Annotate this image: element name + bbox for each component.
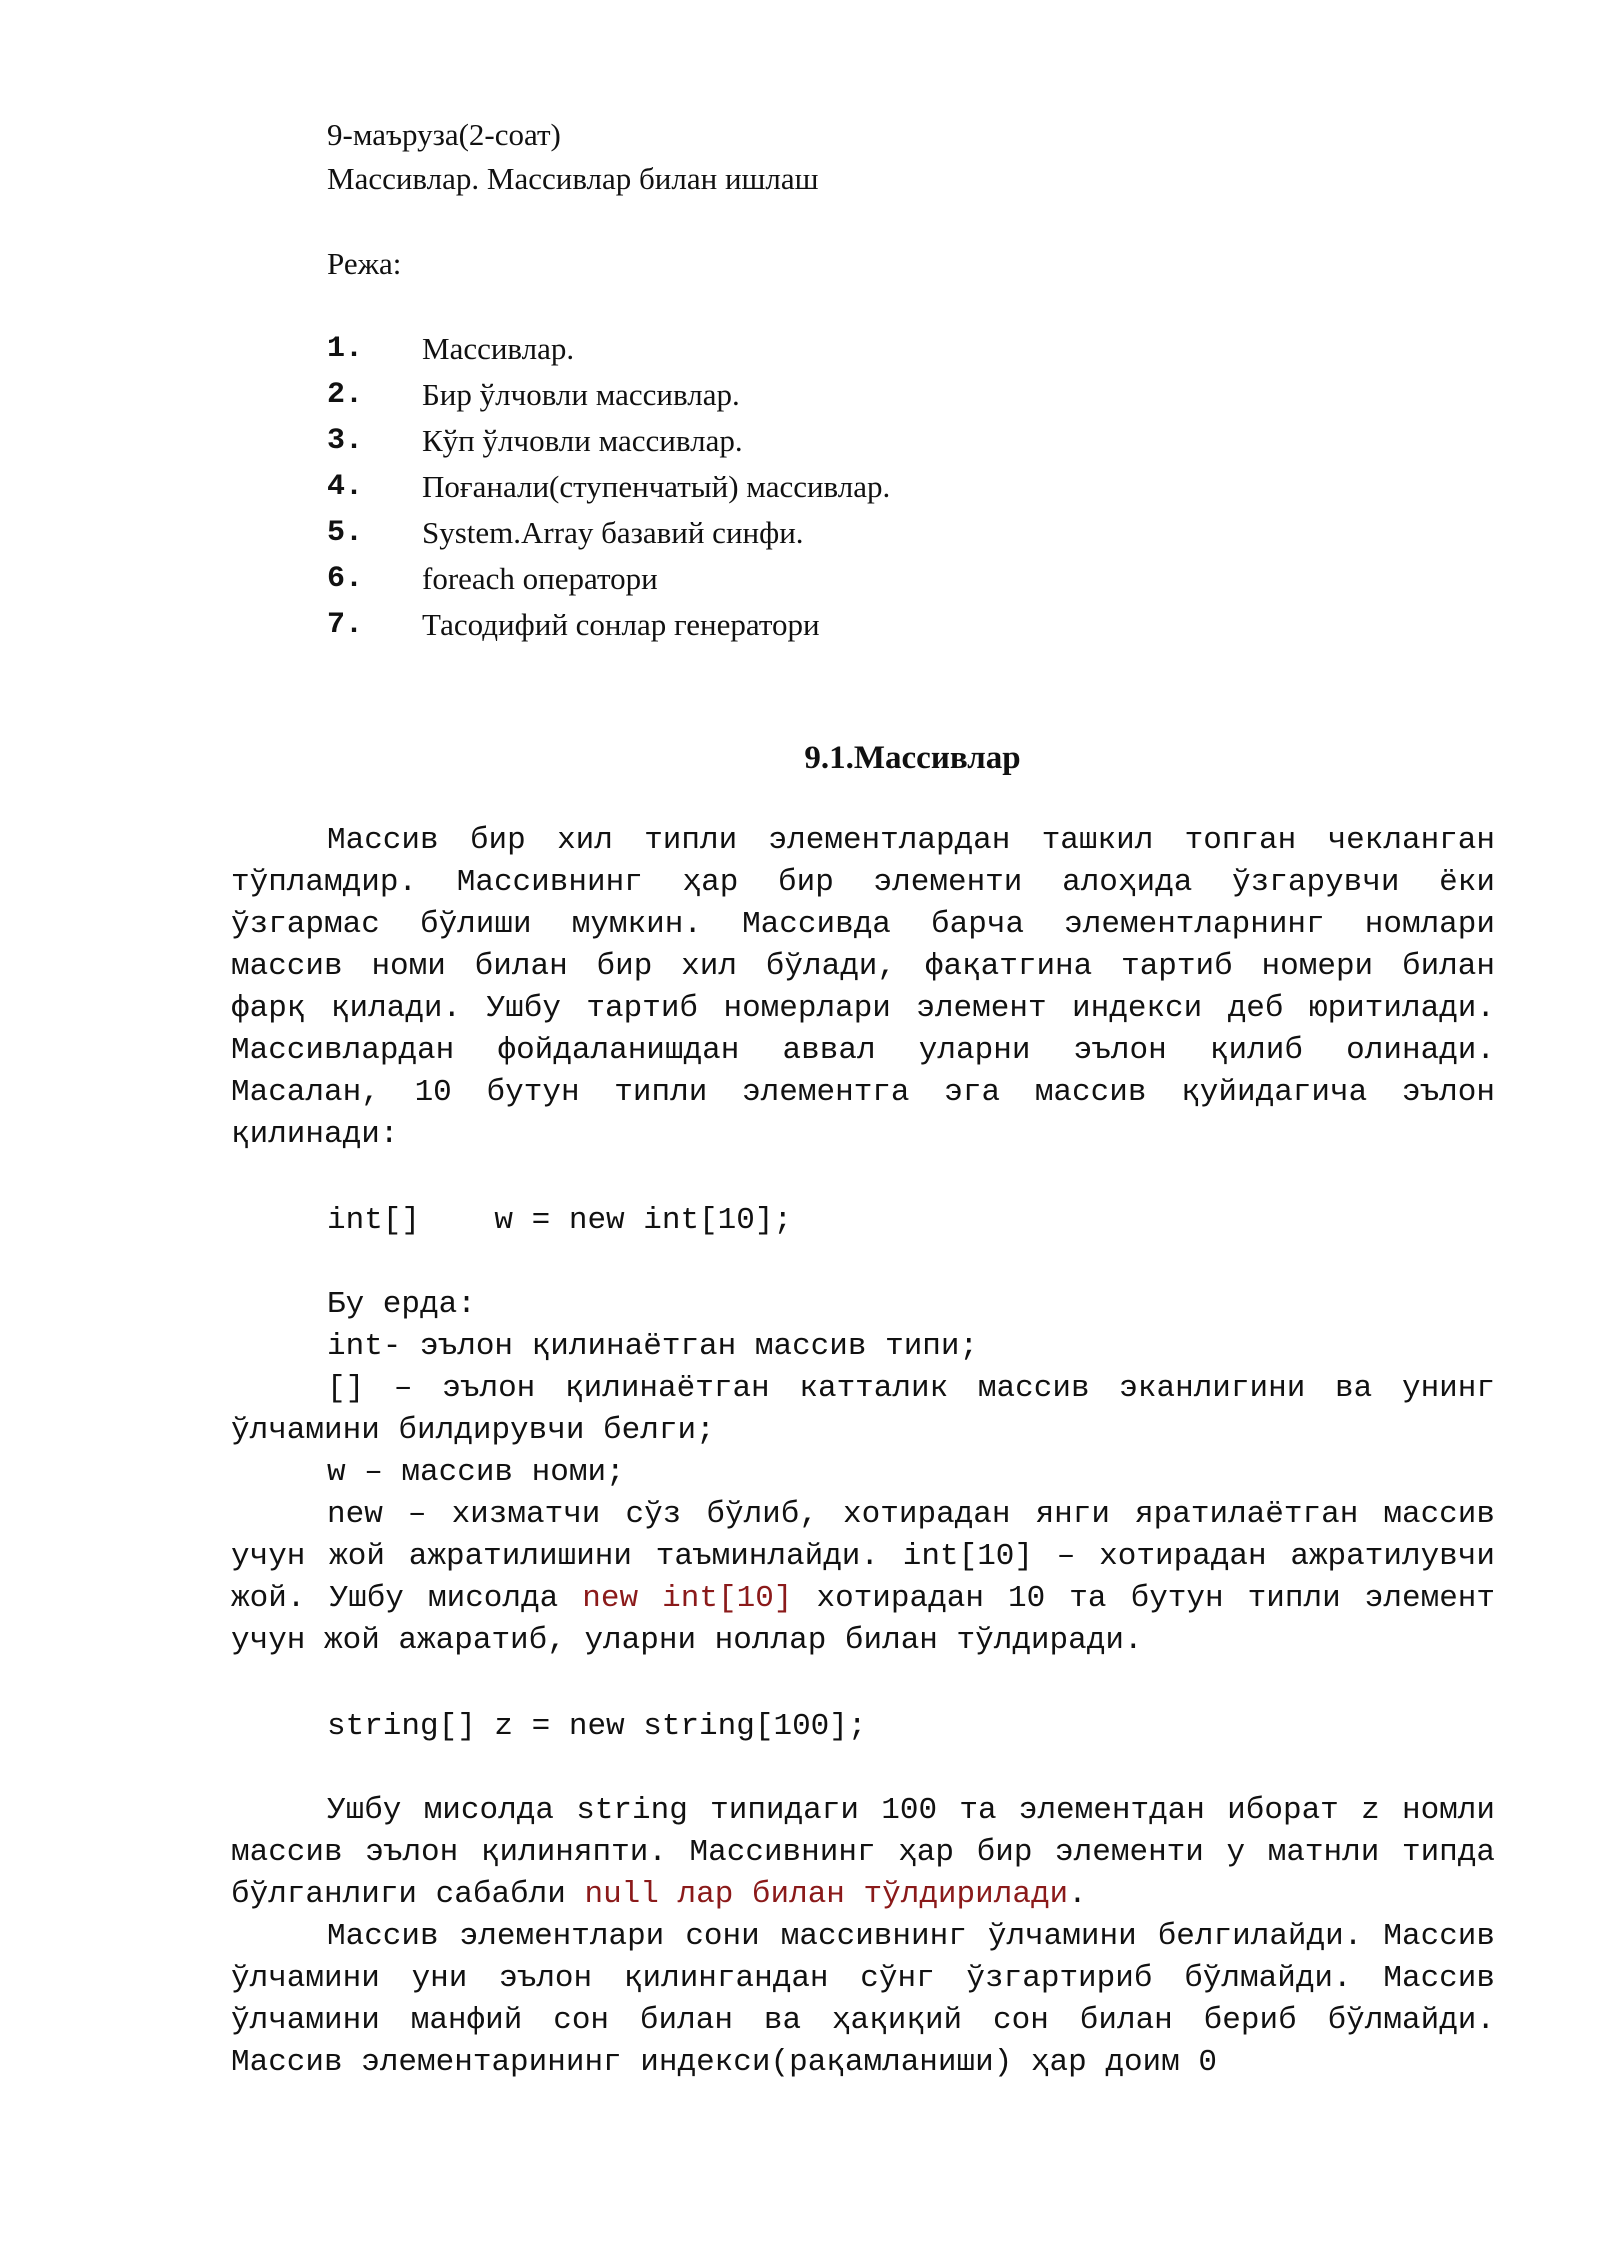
code-sample-string-array: string[] z = new string[100]; (327, 1709, 867, 1744)
toc-text: Бир ўлчовли массивлар. (422, 377, 740, 412)
string-array-text: Ушбу мисолда string типидаги 100 та элементдан иборат z номли массив эълон қилиняпти. Массивнинг ҳар бир элементи у матнли типда бўлганлиги сабабли (231, 1793, 1495, 1912)
toc-number: 5. (327, 516, 364, 550)
table-of-contents (327, 328, 1227, 650)
section-heading: 9.1.Массивлар (804, 740, 1021, 776)
toc-text: Массивлар. (422, 331, 575, 366)
plan-label: Режа: (327, 246, 402, 281)
highlighted-text: null лар билан тўлдирилади (584, 1877, 1069, 1912)
code-sample-int-array: int[] w = new int[10]; (327, 1203, 793, 1238)
toc-number: 7. (327, 608, 364, 642)
toc-item (327, 466, 1227, 512)
toc-number: 4. (327, 470, 364, 504)
toc-item (327, 604, 1227, 650)
string-array-text-end: . (1068, 1877, 1087, 1912)
toc-number: 3. (327, 424, 364, 458)
array-size-explanation: Массив элементлари сони массивнинг ўлчамини белгилайди. Массив ўлчамини уни эълон қилингандан сўнг ўзгартириб бўлмайди. Массив ўлчамини манфий сон билан ва ҳақиқий сон билан бериб бўлмайди. Массив элементарининг индекси(рақамланиши) ҳар доим 0 (231, 1919, 1495, 2080)
explanation-label: Бу ерда: (327, 1287, 476, 1322)
toc-item (327, 512, 1227, 558)
toc-text: Кўп ўлчовли массивлар. (422, 423, 743, 458)
toc-item (327, 558, 1227, 604)
paragraph-intro (231, 820, 1495, 1156)
toc-number: 2. (327, 378, 364, 412)
toc-item (327, 420, 1227, 466)
definition-new-text: new – хизматчи сўз бўлиб, хотирадан янги яратилаётган массив учун жой ажратилишини таъминлайди. int[10] – хотирадан ажратилувчи жой. Ушбу мисолда (231, 1497, 1495, 1616)
toc-item (327, 374, 1227, 420)
toc-text: System.Array базавий синфи. (422, 515, 804, 550)
toc-text: Тасодифий сонлар генератори (422, 607, 820, 642)
highlighted-code: new int[10] (582, 1581, 793, 1616)
lecture-number: 9-маъруза(2-соат) (327, 117, 561, 152)
paragraph-text: Массив бир хил типли элементлардан ташкил топган чекланган тўпламдир. Массивнинг ҳар бир элементи алоҳида ўзгарувчи ёки ўзгармас бўлиши мумкин. Массивда барча элементларнинг номлари массив номи билан бир хил бўлади, фақатгина тартиб номери билан фарқ қилади. Ушбу тартиб номерлари элемент индекси деб юритилади. Массивлардан фойдаланишдан аввал уларни эълон қилиб олинади. Масалан, 10 бутун типли элементга эга массив қуйидагича эълон қилинади: (231, 823, 1495, 1152)
toc-number: 1. (327, 332, 364, 366)
lecture-topic: Массивлар. Массивлар билан ишлаш (327, 161, 819, 196)
paragraph-definitions (231, 1326, 1495, 1662)
definition-brackets: [] – эълон қилинаётган катталик массив эканлигини ва унинг ўлчамини билдирувчи белги; (231, 1371, 1495, 1448)
definition-type: int- эълон қилинаётган массив типи; (327, 1329, 979, 1364)
definition-new (231, 1494, 1495, 1662)
toc-text: foreach оператори (422, 561, 658, 596)
definition-name: w – массив номи; (327, 1455, 625, 1490)
string-array-explanation (231, 1790, 1495, 1916)
toc-item (327, 328, 1227, 374)
toc-text: Поғанали(ступенчатый) массивлар. (422, 469, 891, 504)
paragraph-string-array (231, 1790, 1495, 2084)
toc-number: 6. (327, 562, 364, 596)
definition-new-text-end: хотирадан 10 та бутун типли элемент учун жой ажаратиб, уларни ноллар билан тўлдиради. (231, 1581, 1495, 1658)
